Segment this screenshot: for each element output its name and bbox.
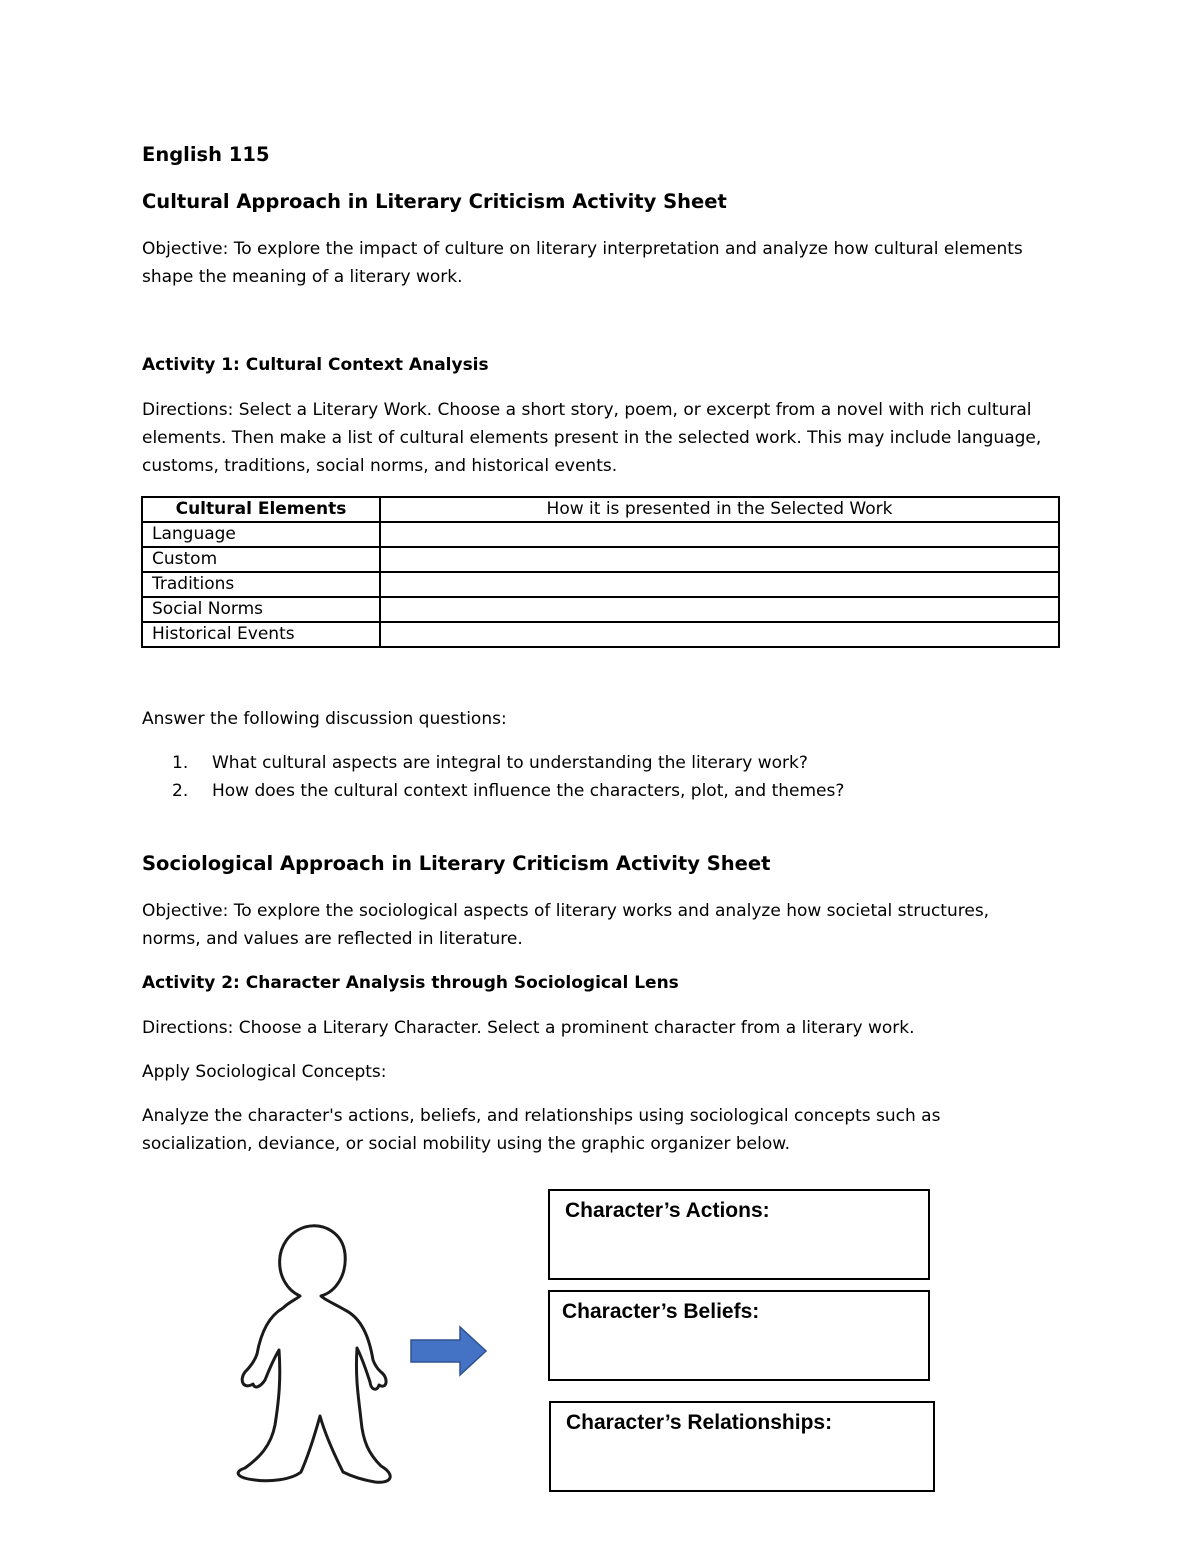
table-cell-element: Custom	[142, 547, 380, 572]
cultural-objective-line2: shape the meaning of a literary work.	[142, 267, 463, 287]
activity1-heading: Activity 1: Cultural Context Analysis	[142, 355, 489, 375]
question-text: What cultural aspects are integral to understanding the literary work?	[212, 753, 808, 773]
table-cell-answer[interactable]	[380, 572, 1059, 597]
activity1-directions-line2: elements. Then make a list of cultural elements present in the selected work. This may include language,	[142, 428, 1042, 448]
cultural-objective-line1: Objective: To explore the impact of culture on literary interpretation and analyze how cultural elements	[142, 239, 1023, 259]
course-title: English 115	[142, 143, 270, 166]
table-cell-answer[interactable]	[380, 622, 1059, 647]
activity1-directions-line1: Directions: Select a Literary Work. Choose a short story, poem, or excerpt from a novel with rich cultural	[142, 400, 1032, 420]
character-relationships-label: Character’s Relationships:	[566, 1411, 833, 1434]
analyze-line2: socialization, deviance, or social mobility using the graphic organizer below.	[142, 1134, 791, 1154]
question-text: How does the cultural context influence the characters, plot, and themes?	[212, 781, 845, 801]
apply-concepts: Apply Sociological Concepts:	[142, 1062, 387, 1082]
table-row	[142, 547, 1059, 572]
sociological-objective-line1: Objective: To explore the sociological aspects of literary works and analyze how societal structures,	[142, 901, 990, 921]
table-cell-answer[interactable]	[380, 597, 1059, 622]
activity1-directions-line3: customs, traditions, social norms, and historical events.	[142, 456, 618, 476]
table-header-presentation: How it is presented in the Selected Work	[380, 497, 1059, 522]
character-actions-label: Character’s Actions:	[565, 1199, 770, 1222]
table-row	[142, 597, 1059, 622]
table-cell-element: Historical Events	[142, 622, 380, 647]
sociological-objective-line2: norms, and values are reflected in literature.	[142, 929, 523, 949]
table-cell-element: Social Norms	[142, 597, 380, 622]
table-header-row	[142, 497, 1059, 522]
table-row	[142, 572, 1059, 597]
question-number: 2.	[172, 781, 189, 801]
table-cell-element: Traditions	[142, 572, 380, 597]
cultural-sheet-title: Cultural Approach in Literary Criticism Activity Sheet	[142, 190, 727, 213]
character-actions-box[interactable]	[548, 1189, 930, 1280]
table-cell-answer[interactable]	[380, 547, 1059, 572]
discussion-intro: Answer the following discussion questions:	[142, 709, 507, 729]
activity2-directions: Directions: Choose a Literary Character. Select a prominent character from a literary work.	[142, 1018, 915, 1038]
table-header-elements: Cultural Elements	[142, 497, 380, 522]
character-relationships-box[interactable]	[549, 1401, 935, 1492]
analyze-line1: Analyze the character's actions, beliefs, and relationships using sociological concepts such as	[142, 1106, 941, 1126]
table-row	[142, 522, 1059, 547]
activity2-heading: Activity 2: Character Analysis through Sociological Lens	[142, 973, 679, 993]
character-beliefs-box[interactable]	[548, 1290, 930, 1381]
table-cell-answer[interactable]	[380, 522, 1059, 547]
table-cell-element: Language	[142, 522, 380, 547]
table-row	[142, 622, 1059, 647]
question-number: 1.	[172, 753, 189, 773]
arrow-right-icon	[410, 1325, 488, 1377]
cultural-elements-table	[141, 496, 1060, 648]
character-beliefs-label: Character’s Beliefs:	[562, 1300, 760, 1323]
sociological-sheet-title: Sociological Approach in Literary Criticism Activity Sheet	[142, 852, 771, 875]
person-outline-icon	[225, 1220, 405, 1490]
